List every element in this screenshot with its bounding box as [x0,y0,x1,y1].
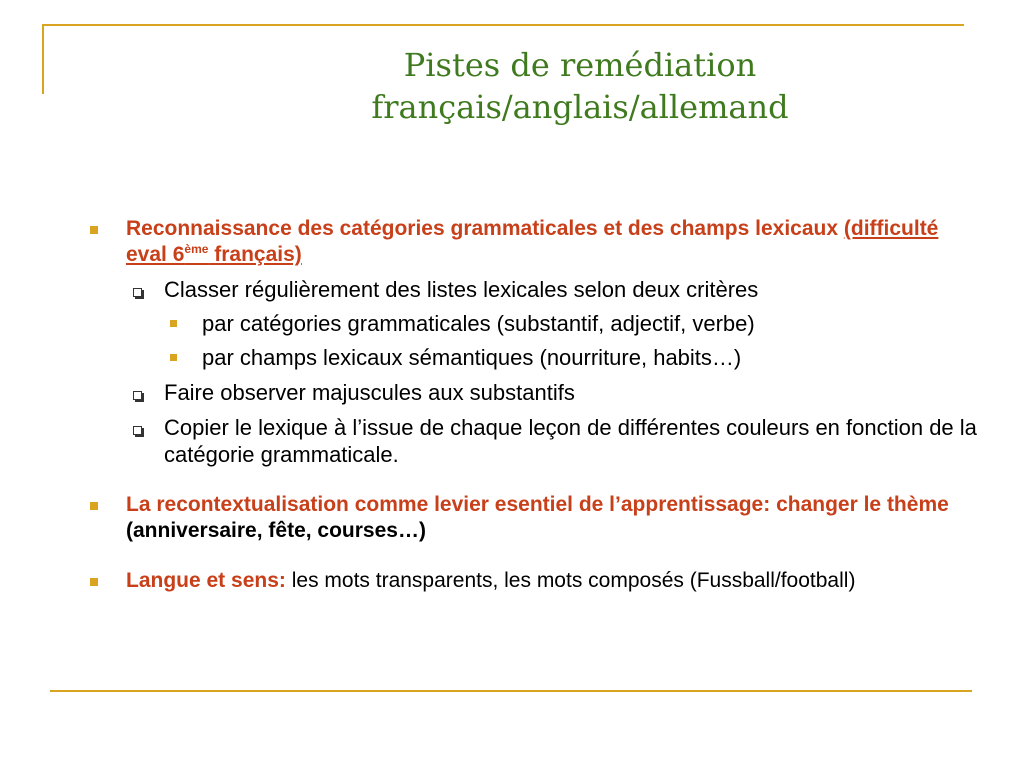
sub3-text: Copier le lexique à l’issue de chaque leçon de différentes couleurs en fonction de la catégorie grammaticale. [164,415,977,467]
slide-title [300,44,860,128]
sub-bullet-capitals [126,379,984,406]
bullet1-sublist [126,276,984,468]
square-bullet-icon [170,320,177,327]
bullet2-heading: La recontextualisation comme levier esentiel de l’apprentissage: changer le thème [126,493,949,516]
bullet1-note-prefix: (difficulté eval 6 [126,217,939,266]
sub-sub-bullet-grammatical [164,310,984,337]
bottom-divider-line [50,690,972,692]
sub1b-text: par champs lexicaux sémantiques (nourriture, habits…) [202,345,742,370]
square-bullet-icon [170,354,177,361]
sub1-sublist [164,310,984,371]
bullet-language-meaning [84,568,984,594]
sub1-text: Classer régulièrement des listes lexicales selon deux critères [164,277,759,302]
bullet1-note-sup: ème [184,242,209,256]
sub-bullet-copy-lexicon [126,414,984,468]
bullet-list [84,216,984,594]
bullet1-note-suffix: français) [208,243,302,266]
bullet-grammatical-categories [84,216,984,468]
bullet2-detail: (anniversaire, fête, courses…) [126,519,426,542]
bullet3-heading: Langue et sens: [126,569,286,592]
title-line-1: Pistes de remédiation [403,46,757,84]
sub1a-text: par catégories grammaticales (substantif, adjectif, verbe) [202,311,755,336]
bullet3-detail: les mots transparents, les mots composés (Fussball/football) [291,569,856,592]
sub-bullet-classify [126,276,984,371]
title-line-2: français/anglais/allemand [371,88,789,126]
sub2-text: Faire observer majuscules aux substantifs [164,380,575,405]
left-accent-line [42,24,44,94]
bullet1-heading: Reconnaissance des catégories grammaticales et des champs lexicaux [126,217,839,240]
top-divider-line [42,24,964,26]
square-bullet-icon [90,578,98,586]
bullet-recontextualisation [84,492,984,544]
checkbox-bullet-icon [133,426,142,435]
checkbox-bullet-icon [133,391,142,400]
square-bullet-icon [90,502,98,510]
sub-sub-bullet-semantic [164,344,984,371]
checkbox-bullet-icon [133,288,142,297]
square-bullet-icon [90,226,98,234]
